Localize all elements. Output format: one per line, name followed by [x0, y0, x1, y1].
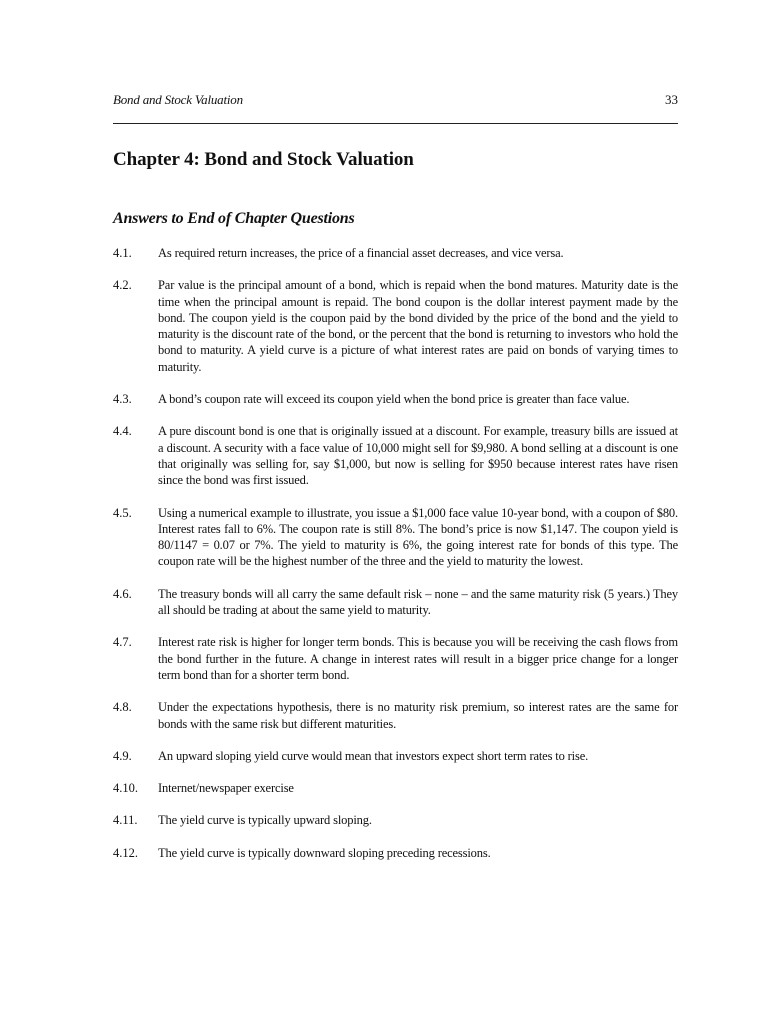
answer-item [113, 812, 678, 828]
answer-item [113, 780, 678, 796]
page-number: 33 [665, 92, 678, 107]
answer-item [113, 277, 678, 375]
answer-text: Using a numerical example to illustrate, you issue a $1,000 face value 10-year bond, with a coupon of $80. Interest rates fall to 6%. The coupon rate is still 8%. The bond’s price is now $1,147. The coupon yield is 80/1147 = 0.07 or 7%. The yield to maturity is 6%, the going interest rate for bonds of this type. The coupon rate will be the highest number of the three and the yield to maturity the lowest. [158, 505, 678, 569]
section-title: Answers to End of Chapter Questions [113, 210, 355, 227]
answer-item [113, 634, 678, 683]
answer-number: 4.2. [113, 278, 132, 293]
running-title: Bond and Stock Valuation [113, 92, 243, 107]
answer-text: An upward sloping yield curve would mean that investors expect short term rates to rise. [158, 748, 589, 763]
answer-text: Par value is the principal amount of a bond, which is repaid when the bond matures. Maturity date is the time when the principal amount is repaid. The bond coupon is the dollar interest payment made by the bond. The coupon yield is the coupon paid by the bond divided by the price of the bond and the yield to maturity is the discount rate of the bond, or the percent that the bond is returning to investors who hold the bond to maturity. A yield curve is a picture of what interest rates are paid on bonds of varying times to maturity. [158, 278, 678, 374]
answer-number: 4.3. [113, 392, 132, 407]
answer-item [113, 699, 678, 732]
answer-text: A pure discount bond is one that is originally issued at a discount. For example, treasury bills are issued at a discount. A security with a face value of 10,000 might sell for $9,980. A bond selling at a discount is one that originally was selling for, say $1,000, but now is selling for $950 because interest rates have risen since the bond was first issued. [158, 424, 678, 488]
answer-number: 4.11. [113, 813, 138, 828]
answer-item [113, 423, 678, 488]
chapter-title: Chapter 4: Bond and Stock Valuation [113, 149, 414, 170]
answer-number: 4.12. [113, 845, 138, 860]
answer-text: Under the expectations hypothesis, there is no maturity risk premium, so interest rates are the same for bonds with the same risk but different maturities. [158, 700, 678, 731]
answer-text: The yield curve is typically downward sloping preceding recessions. [158, 845, 491, 860]
answer-item [113, 391, 678, 407]
answer-number: 4.5. [113, 505, 132, 520]
answer-text: As required return increases, the price of a financial asset decreases, and vice versa. [158, 246, 564, 260]
answer-item [113, 505, 678, 570]
answer-number: 4.6. [113, 586, 132, 601]
answer-item [113, 748, 678, 764]
document-page [113, 0, 678, 1024]
answer-text: The yield curve is typically upward sloping. [158, 813, 372, 828]
running-header [113, 92, 678, 110]
answer-number: 4.4. [113, 424, 132, 439]
answer-item [113, 586, 678, 619]
answer-text: Interest rate risk is higher for longer term bonds. This is because you will be receiving the cash flows from the bond further in the future. A change in interest rates will result in a bigger price change for a longer term bond than for a shorter term bond. [158, 635, 678, 682]
answer-number: 4.10. [113, 781, 138, 796]
answer-text: Internet/newspaper exercise [158, 781, 294, 796]
answer-text: The treasury bonds will all carry the same default risk – none – and the same maturity risk (5 years.) They all should be trading at about the same yield to maturity. [158, 586, 678, 618]
answer-item [113, 245, 678, 261]
header-divider [113, 123, 678, 124]
answers-list [113, 245, 678, 877]
answer-number: 4.9. [113, 748, 132, 763]
answer-text: A bond’s coupon rate will exceed its coupon yield when the bond price is greater than face value. [158, 392, 630, 407]
answer-item [113, 845, 678, 861]
answer-number: 4.1. [113, 246, 132, 260]
answer-number: 4.7. [113, 635, 132, 650]
answer-number: 4.8. [113, 700, 132, 715]
